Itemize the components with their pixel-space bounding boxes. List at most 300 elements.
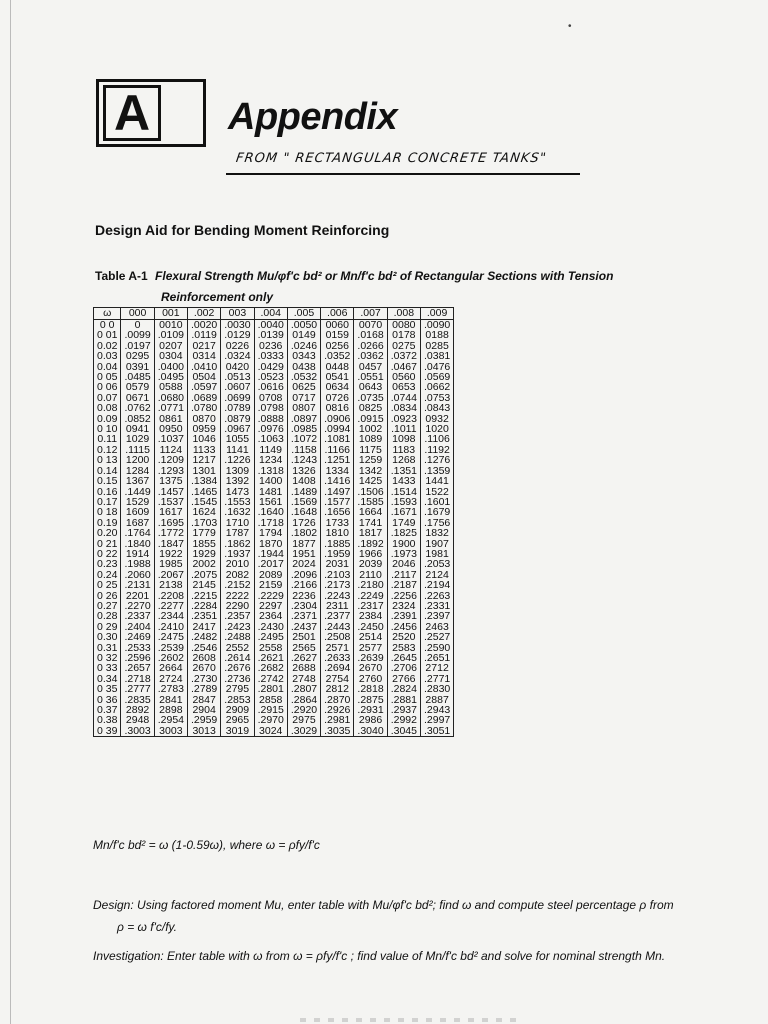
row-omega-cell: 0.37: [94, 705, 121, 715]
table-cell: 2384: [354, 611, 387, 621]
table-cell: .2590: [420, 643, 453, 653]
table-cell: 2039: [354, 559, 387, 569]
table-cell: 2577: [354, 643, 387, 653]
table-cell: 2565: [287, 643, 320, 653]
table-cell: 1217: [188, 455, 221, 465]
table-cell: .0246: [287, 341, 320, 351]
table-caption: [95, 266, 695, 308]
table-cell: .0906: [321, 414, 354, 424]
table-cell: .2992: [387, 715, 420, 725]
row-omega-cell: 0.19: [94, 518, 121, 528]
table-cell: .0852: [121, 414, 154, 424]
table-cell: .0266: [354, 341, 387, 351]
table-cell: 1124: [154, 445, 187, 455]
table-cell: .0976: [254, 424, 287, 434]
table-cell: .1892: [354, 539, 387, 549]
table-cell: .3051: [420, 726, 453, 737]
table-cell: 2986: [354, 715, 387, 725]
table-cell: .0050: [287, 320, 320, 331]
table-cell: 2766: [387, 674, 420, 684]
table-header-row: [94, 308, 454, 320]
table-cell: .1764: [121, 528, 154, 538]
table-cell: 1794: [254, 528, 287, 538]
table-cell: 2520: [387, 632, 420, 642]
table-cell: 2892: [121, 705, 154, 715]
table-cell: .2864: [287, 695, 320, 705]
table-cell: 1664: [354, 507, 387, 517]
table-cell: 1687: [121, 518, 154, 528]
table-cell: 1710: [221, 518, 254, 528]
table-cell: 2760: [354, 674, 387, 684]
table-cell: .1585: [354, 497, 387, 507]
table-cell: .3035: [321, 726, 354, 737]
table-cell: 2463: [420, 622, 453, 632]
table-cell: .2718: [121, 674, 154, 684]
table-cell: .1840: [121, 539, 154, 549]
table-cell: .2657: [121, 663, 154, 673]
table-cell: .0476: [420, 362, 453, 372]
table-cell: .2970: [254, 715, 287, 725]
table-cell: 0391: [121, 362, 154, 372]
table-cell: 1855: [188, 539, 221, 549]
table-cell: .0699: [221, 393, 254, 403]
table-cell: .2495: [254, 632, 287, 642]
table-cell: 2898: [154, 705, 187, 715]
table-cell: .1063: [254, 434, 287, 444]
row-omega-cell: 0.09: [94, 414, 121, 424]
table-cell: 2552: [221, 643, 254, 653]
table-cell: .2456: [387, 622, 420, 632]
table-cell: 0304: [154, 351, 187, 361]
table-cell: .2096: [287, 570, 320, 580]
table-cell: 2847: [188, 695, 221, 705]
row-omega-cell: 0 26: [94, 591, 121, 601]
table-cell: .1209: [154, 455, 187, 465]
table-cell: 0070: [354, 320, 387, 331]
table-cell: .0879: [221, 414, 254, 424]
table-cell: 2887: [420, 695, 453, 705]
table-cell: .0762: [121, 403, 154, 413]
table-cell: 0275: [387, 341, 420, 351]
table-cell: 1529: [121, 497, 154, 507]
table-cell: .0109: [154, 330, 187, 340]
table-cell: .1072: [287, 434, 320, 444]
table-cell: .1632: [221, 507, 254, 517]
table-cell: 2031: [321, 559, 354, 569]
scan-dot: •: [568, 21, 572, 32]
table-cell: .3003: [121, 726, 154, 737]
design-note-line1: Design: Using factored moment Mu, enter table with Mu/φf'c bd²; find ω and compute steel percentage ρ from: [93, 898, 674, 912]
table-cell: 1749: [387, 518, 420, 528]
table-cell: .2067: [154, 570, 187, 580]
table-cell: 0807: [287, 403, 320, 413]
table-cell: .2627: [287, 653, 320, 663]
table-cell: .0780: [188, 403, 221, 413]
table-cell: .2117: [387, 570, 420, 580]
table-cell: .1703: [188, 518, 221, 528]
table-cell: .1037: [154, 434, 187, 444]
table-cell: 1175: [354, 445, 387, 455]
table-cell: .0168: [354, 330, 387, 340]
table-cell: .1802: [287, 528, 320, 538]
table-cell: .2915: [254, 705, 287, 715]
table-cell: 0671: [121, 393, 154, 403]
table-cell: 1089: [354, 434, 387, 444]
row-omega-cell: 0 36: [94, 695, 121, 705]
row-omega-cell: 0 33: [94, 663, 121, 673]
row-omega-cell: 0.31: [94, 643, 121, 653]
table-cell: .1648: [287, 507, 320, 517]
table-cell: 1149: [254, 445, 287, 455]
table-cell: 2909: [221, 705, 254, 715]
table-cell: .2357: [221, 611, 254, 621]
table-cell: .2450: [354, 622, 387, 632]
table-cell: .2397: [420, 611, 453, 621]
table-cell: 1268: [387, 455, 420, 465]
table-cell: 1367: [121, 476, 154, 486]
table-cell: 0816: [321, 403, 354, 413]
table-cell: 2608: [188, 653, 221, 663]
row-omega-cell: 0.23: [94, 559, 121, 569]
table-cell: .2404: [121, 622, 154, 632]
table-cell: 2812: [321, 684, 354, 694]
table-cell: .2981: [321, 715, 354, 725]
table-cell: .1569: [287, 497, 320, 507]
table-cell: .1359: [420, 466, 453, 476]
table-cell: .1497: [321, 487, 354, 497]
table-cell: .2194: [420, 580, 453, 590]
row-omega-cell: 0.38: [94, 715, 121, 725]
table-cell: 1284: [121, 466, 154, 476]
table-cell: 1133: [188, 445, 221, 455]
row-header-omega: ω: [94, 308, 121, 320]
table-cell: .0923: [387, 414, 420, 424]
table-cell: 2841: [154, 695, 187, 705]
table-cell: .1489: [287, 487, 320, 497]
table-cell: .1553: [221, 497, 254, 507]
table-cell: .0090: [420, 320, 453, 331]
table-cell: 2514: [354, 632, 387, 642]
table-cell: 1810: [321, 528, 354, 538]
table-cell: 2670: [354, 663, 387, 673]
table-cell: 1441: [420, 476, 453, 486]
row-omega-cell: 0 39: [94, 726, 121, 737]
table-cell: .2103: [321, 570, 354, 580]
table-cell: 0588: [154, 382, 187, 392]
row-omega-cell: 0.28: [94, 611, 121, 621]
table-cell: 1046: [188, 434, 221, 444]
table-cell: .0485: [121, 372, 154, 382]
table-cell: .1679: [420, 507, 453, 517]
table-cell: .2243: [321, 591, 354, 601]
table-cell: 0178: [387, 330, 420, 340]
table-cell: .2053: [420, 559, 453, 569]
table-cell: .0129: [221, 330, 254, 340]
table-cell: .0352: [321, 351, 354, 361]
table-cell: 2965: [221, 715, 254, 725]
row-omega-cell: 0.02: [94, 341, 121, 351]
table-cell: 0343: [287, 351, 320, 361]
row-omega-cell: 0.12: [94, 445, 121, 455]
table-cell: 2082: [221, 570, 254, 580]
table-cell: 0207: [154, 341, 187, 351]
table-cell: .2270: [121, 601, 154, 611]
table-cell: .2730: [188, 674, 221, 684]
table-cell: .2337: [121, 611, 154, 621]
title-underline: [226, 173, 580, 175]
table-cell: 0159: [321, 330, 354, 340]
row-omega-cell: 0 0: [94, 320, 121, 331]
table-cell: 2002: [188, 559, 221, 569]
column-header: 003: [221, 308, 254, 320]
row-omega-cell: 0 22: [94, 549, 121, 559]
table-cell: .1593: [387, 497, 420, 507]
table-cell: .0607: [221, 382, 254, 392]
table-cell: 1914: [121, 549, 154, 559]
table-cell: 1473: [221, 487, 254, 497]
table-cell: 2904: [188, 705, 221, 715]
table-cell: 0236: [254, 341, 287, 351]
table-cell: .0753: [420, 393, 453, 403]
table-row: [94, 528, 454, 538]
table-cell: .2187: [387, 580, 420, 590]
table-cell: .2430: [254, 622, 287, 632]
table-cell: .2824: [387, 684, 420, 694]
table-cell: 1832: [420, 528, 453, 538]
table-cell: .1318: [254, 466, 287, 476]
table-cell: .1384: [188, 476, 221, 486]
table-cell: .1166: [321, 445, 354, 455]
table-cell: .2215: [188, 591, 221, 601]
table-cell: 1098: [387, 434, 420, 444]
table-cell: .0362: [354, 351, 387, 361]
table-cell: .1449: [121, 487, 154, 497]
row-omega-cell: 0.07: [94, 393, 121, 403]
table-cell: .2621: [254, 653, 287, 663]
table-cell: .2331: [420, 601, 453, 611]
row-omega-cell: 0.08: [94, 403, 121, 413]
table-cell: .2881: [387, 695, 420, 705]
table-cell: .2645: [387, 653, 420, 663]
table-cell: .0467: [387, 362, 420, 372]
table-cell: 2145: [188, 580, 221, 590]
table-cell: 2670: [188, 663, 221, 673]
table-cell: 2124: [420, 570, 453, 580]
table-cell: .2835: [121, 695, 154, 705]
table-cell: .2482: [188, 632, 221, 642]
table-cell: 1375: [154, 476, 187, 486]
table-cell: .2789: [188, 684, 221, 694]
table-cell: .2539: [154, 643, 187, 653]
table-body: [94, 320, 454, 737]
table-cell: 1392: [221, 476, 254, 486]
table-cell: .0744: [387, 393, 420, 403]
table-cell: .2596: [121, 653, 154, 663]
table-cell: 0625: [287, 382, 320, 392]
table-cell: .2682: [254, 663, 287, 673]
table-cell: .2783: [154, 684, 187, 694]
table-cell: .0834: [387, 403, 420, 413]
table-cell: 0825: [354, 403, 387, 413]
table-cell: .0915: [354, 414, 387, 424]
table-cell: 1055: [221, 434, 254, 444]
row-omega-cell: 0.27: [94, 601, 121, 611]
table-cell: .2602: [154, 653, 187, 663]
table-cell: 0950: [154, 424, 187, 434]
table-cell: .1457: [154, 487, 187, 497]
table-cell: 2364: [254, 611, 287, 621]
table-cell: .2807: [287, 684, 320, 694]
table-cell: .2931: [354, 705, 387, 715]
table-cell: 2046: [387, 559, 420, 569]
table-cell: .1718: [254, 518, 287, 528]
table-cell: 2712: [420, 663, 453, 673]
table-cell: 1726: [287, 518, 320, 528]
row-omega-cell: 0.04: [94, 362, 121, 372]
table-cell: .2801: [254, 684, 287, 694]
table-cell: .1640: [254, 507, 287, 517]
column-header: .009: [420, 308, 453, 320]
table-cell: 2975: [287, 715, 320, 725]
table-cell: 2795: [221, 684, 254, 694]
table-cell: 2024: [287, 559, 320, 569]
table-cell: .3029: [287, 726, 320, 737]
table-cell: .0680: [154, 393, 187, 403]
table-cell: 1141: [221, 445, 254, 455]
table-cell: .2277: [154, 601, 187, 611]
table-cell: .3045: [387, 726, 420, 737]
table-cell: .1514: [387, 487, 420, 497]
table-cell: 1002: [354, 424, 387, 434]
table-cell: .1695: [154, 518, 187, 528]
table-cell: .1601: [420, 497, 453, 507]
table-cell: .2475: [154, 632, 187, 642]
table-cell: .2208: [154, 591, 187, 601]
table-cell: 1922: [154, 549, 187, 559]
table-cell: 0420: [221, 362, 254, 372]
table-cell: 1624: [188, 507, 221, 517]
table-cell: .2771: [420, 674, 453, 684]
row-omega-cell: 0.11: [94, 434, 121, 444]
table-cell: .2676: [221, 663, 254, 673]
table-cell: 1200: [121, 455, 154, 465]
table-cell: 0217: [188, 341, 221, 351]
table-cell: .0324: [221, 351, 254, 361]
table-cell: .2706: [387, 663, 420, 673]
table-cell: 2324: [387, 601, 420, 611]
table-cell: 2290: [221, 601, 254, 611]
table-cell: .0551: [354, 372, 387, 382]
table-cell: .1243: [287, 455, 320, 465]
table-cell: 0010: [154, 320, 187, 331]
table-cell: .0410: [188, 362, 221, 372]
table-row: [94, 726, 454, 737]
table-cell: 0080: [387, 320, 420, 331]
column-header: .005: [287, 308, 320, 320]
table-cell: .0569: [420, 372, 453, 382]
column-header: .006: [321, 308, 354, 320]
table-cell: 2948: [121, 715, 154, 725]
table-cell: .1885: [321, 539, 354, 549]
table-cell: 0149: [287, 330, 320, 340]
table-cell: .1106: [420, 434, 453, 444]
table-cell: 1433: [387, 476, 420, 486]
table-cell: .2152: [221, 580, 254, 590]
table-cell: .1011: [387, 424, 420, 434]
table-cell: .2180: [354, 580, 387, 590]
table-cell: .2508: [321, 632, 354, 642]
table-cell: .2166: [287, 580, 320, 590]
table-cell: 2748: [287, 674, 320, 684]
row-omega-cell: 0 13: [94, 455, 121, 465]
row-omega-cell: 0.14: [94, 466, 121, 476]
table-cell: 0579: [121, 382, 154, 392]
table-row: [94, 580, 454, 590]
table-cell: 0560: [387, 372, 420, 382]
table-cell: 2501: [287, 632, 320, 642]
column-header: .002: [188, 308, 221, 320]
table-cell: 1342: [354, 466, 387, 476]
appendix-letter-box: [96, 79, 206, 147]
table-cell: .2694: [321, 663, 354, 673]
table-cell: 1900: [387, 539, 420, 549]
row-omega-cell: 0.34: [94, 674, 121, 684]
table-cell: .0532: [287, 372, 320, 382]
table-cell: 2311: [321, 601, 354, 611]
table-cell: 1609: [121, 507, 154, 517]
table-cell: 2858: [254, 695, 287, 705]
table-cell: .1537: [154, 497, 187, 507]
table-cell: 1929: [188, 549, 221, 559]
table-cell: .2263: [420, 591, 453, 601]
table-cell: .0119: [188, 330, 221, 340]
table-cell: .2256: [387, 591, 420, 601]
row-omega-cell: 0 21: [94, 539, 121, 549]
table-cell: .1656: [321, 507, 354, 517]
column-header: 001: [154, 308, 187, 320]
table-cell: 2583: [387, 643, 420, 653]
table-cell: 2664: [154, 663, 187, 673]
table-cell: 0726: [321, 393, 354, 403]
row-omega-cell: 0 01: [94, 330, 121, 340]
table-cell: 1741: [354, 518, 387, 528]
row-omega-cell: 0 05: [94, 372, 121, 382]
table-cell: .2173: [321, 580, 354, 590]
table-cell: .2488: [221, 632, 254, 642]
table-cell: .0099: [121, 330, 154, 340]
row-omega-cell: 0.24: [94, 570, 121, 580]
row-omega-cell: 0 25: [94, 580, 121, 590]
table-row: [94, 476, 454, 486]
design-note-line2: ρ = ω f'c/fy.: [117, 920, 177, 934]
table-cell: 0060: [321, 320, 354, 331]
table-cell: .2391: [387, 611, 420, 621]
table-cell: .0030: [221, 320, 254, 331]
table-cell: 3019: [221, 726, 254, 737]
table-cell: .1465: [188, 487, 221, 497]
table-cell: .0372: [387, 351, 420, 361]
table-cell: .2131: [121, 580, 154, 590]
table-cell: .2317: [354, 601, 387, 611]
table-cell: .0020: [188, 320, 221, 331]
table-cell: 1561: [254, 497, 287, 507]
table-cell: 0941: [121, 424, 154, 434]
table-cell: 1183: [387, 445, 420, 455]
table-cell: .0771: [154, 403, 187, 413]
table-cell: 1877: [287, 539, 320, 549]
table-cell: 0226: [221, 341, 254, 351]
table-cell: 2236: [287, 591, 320, 601]
